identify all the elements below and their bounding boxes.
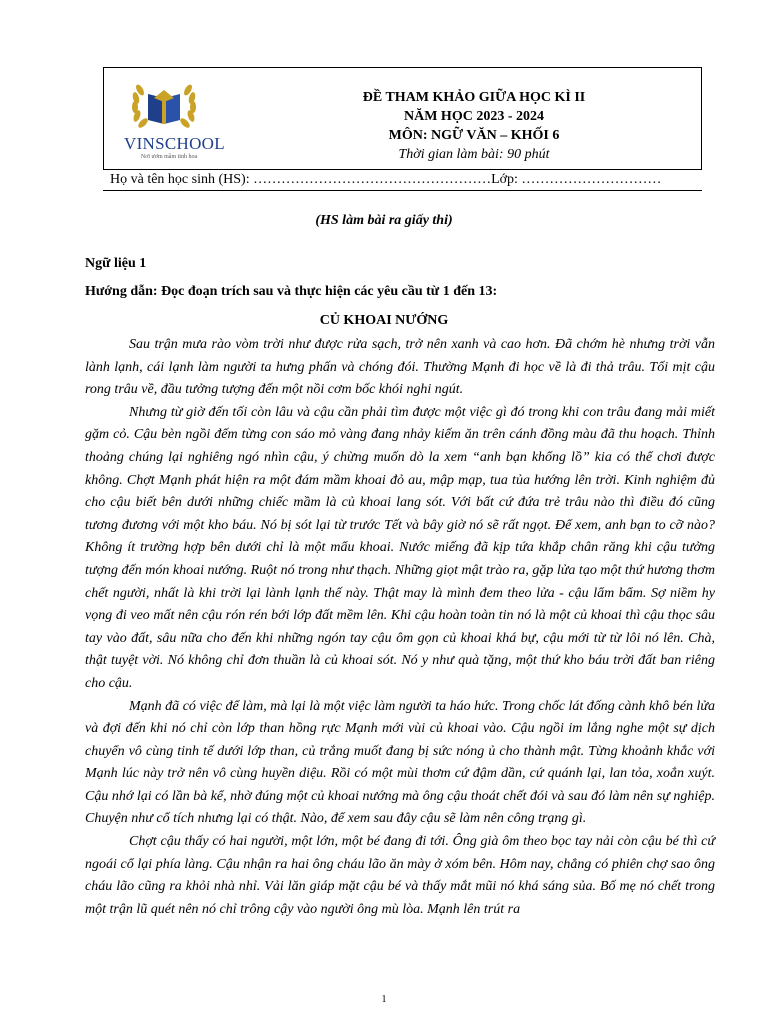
section-heading: Ngữ liệu 1 (85, 256, 147, 271)
exam-note: (HS làm bài ra giấy thi) (315, 213, 453, 228)
story-body (85, 334, 715, 921)
exam-time: Thời gian làm bài: 90 phút (398, 147, 550, 162)
logo-name: VINSCHOOL (124, 134, 225, 153)
laurel-book-icon (104, 68, 224, 138)
exam-year: NĂM HỌC 2023 - 2024 (404, 109, 544, 124)
story-title: CỦ KHOAI NƯỚNG (319, 313, 449, 328)
paragraph: Sau trận mưa rào vòm trời như được rửa sạch, trở nên xanh và cao hơn. Đã chớm hè nhưng trời vẫn lành lạnh, cái lạnh làm người ta hưng phấn và chóng đói. Thường Mạnh đi học về là đi thả trâu. Tối mịt cậu rong trâu về, đầu tưởng tượng đến một nồi cơm bốc khói nghi ngút. (85, 337, 715, 398)
paragraph: Mạnh đã có việc để làm, mà lại là một việc làm người ta háo hức. Trong chốc lát đống cành khô bén lửa và đợi đến khi nó chỉ còn lớp than hồng rực Mạnh mới vùi củ khoai vào. Cậu ngồi im lắng nghe một sự dịch chuyển vô cùng tinh tế dưới lớp than, củ trắng muốt đang bị sức nóng ủ cho thành mật. Từng khoảnh khắc với Mạnh lúc này trở nên vô cùng huyền diệu. Rồi có một mùi thơm cứ đậm dần, cứ quánh lại, lan tỏa, xoắn xuýt. Cậu nhớ lại có lần bà kể, nhờ đúng một củ khoai nướng mà ông cậu thoát chết đói và sau đó làm nên sự nghiệp. Chuyện như cổ tích nhưng lại có thật. Nào, để xem sau đây cậu sẽ làm nên công trạng gì. (85, 698, 715, 827)
paragraph: Nhưng từ giờ đến tối còn lâu và cậu cần phải tìm được một việc gì đó trong khi con trâu đang mải miết gặm cỏ. Cậu bèn ngồi đếm từng con sáo mỏ vàng đang nhảy kiếm ăn trên cánh đồng màu đã thu hoạch. Thỉnh thoảng chúng lại nghiêng ngó nhìn cậu, ý chừng muốn dò la xem “anh bạn khổng lồ” kia có thể chơi được không. Chợt Mạnh phát hiện ra một đám mầm khoai đỏ au, mập mạp, tua tủa hướng lên trời. Kinh nghiệm đủ cho cậu biết bên dưới những chiếc mầm là củ khoai lang sót. Với bất cứ đứa trẻ trâu nào thì điều đó cũng tương đương với một kho báu. Nó bị sót lại từ trước Tết và bây giờ nó sẽ rất ngọt. Để xem, anh bạn to cỡ nào? Không ít trường hợp bên dưới chỉ là một mẩu khoai. Nước miếng đã kịp tứa khắp chân răng khi cậu tưởng tượng đến món khoai nướng. Ruột nó trong như thạch. Những giọt mật trào ra, gặp lửa tạo một thứ hương thơm chết người, nhất là khi trời lại lành lạnh thế này. Thật may là mình đem theo lửa - cậu lẩm bẩm. Sợ niềm hy vọng đi veo mất nên cậu rón rén bới lớp đất mềm lên. Khi cậu hoàn toàn tin nó là một củ khoai thì cậu thọc sâu tay vào đất, sâu nữa cho đến khi những ngón tay cậu ôm gọn củ khoai khá bự, cậu mới từ từ lôi nó lên. Chà, thật tuyệt vời. Nó không chỉ đơn thuần là củ khoai sót. Nó y như quà tặng, một thứ kho báu trời đất ban riêng cho cậu. (85, 404, 715, 691)
vinschool-logo (104, 68, 224, 168)
exam-title: ĐỀ THAM KHẢO GIỮA HỌC KÌ II (362, 90, 586, 105)
paragraph: Chợt cậu thấy có hai người, một lớn, một bé đang đi tới. Ông già ôm theo bọc tay nải còn cậu bé thì cứ ngoái cổ lại phía làng. Cậu nhận ra hai ông cháu lão ăn mày ở xóm bên. Hôm nay, chẳng có phiên chợ sao ông cháu lão cũng ra khỏi nhà nhỉ. Vải lăn giáp mặt cậu bé và thấy mắt mũi nó khá sáng sủa. Bố mẹ nó chết trong một trận lũ quét nên nó chỉ trông cậy vào người ông mù lòa. Mạnh lên trút ra (85, 834, 715, 917)
logo-tagline: Nơi ươm mầm tinh hoa (140, 154, 198, 160)
student-info-line (110, 172, 710, 188)
student-info-text: Họ và tên học sinh (HS): ……………………………………………Lớp: ………………………… (110, 172, 662, 187)
page-number: 1 (381, 994, 387, 1005)
divider (103, 190, 702, 191)
header-box (103, 67, 702, 170)
exam-header (244, 88, 704, 164)
exam-subject: MÔN: NGỮ VĂN – KHỐI 6 (388, 128, 560, 143)
instruction-text: Hướng dẫn: Đọc đoạn trích sau và thực hiện các yêu cầu từ 1 đến 13: (85, 284, 498, 299)
